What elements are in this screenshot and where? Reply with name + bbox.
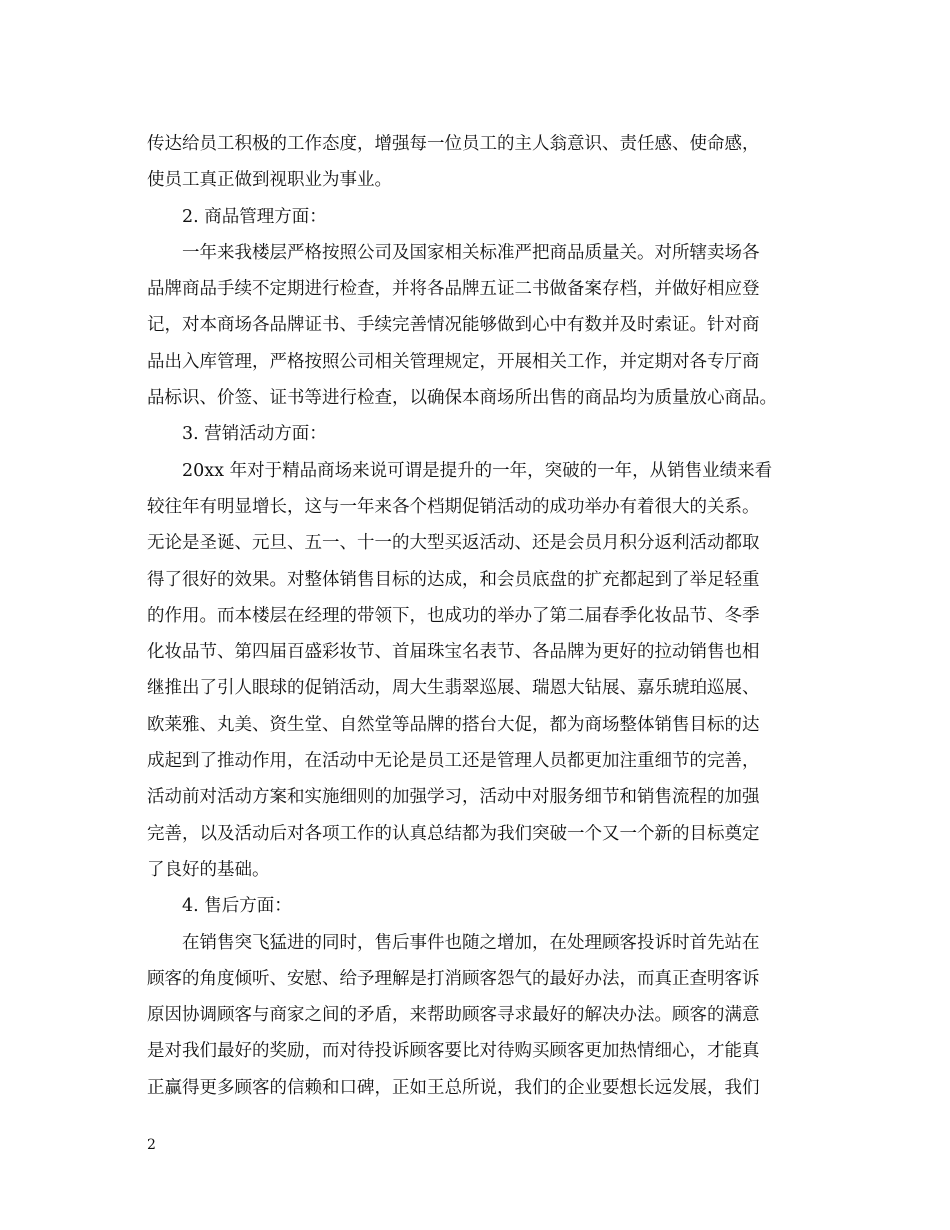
text-line: 品出入库管理，严格按照公司相关管理规定，开展相关工作，并定期对各专厅商 [147, 351, 760, 372]
text-line: 得了很好的效果。对整体销售目标的达成，和会员底盘的扩充都起到了举足轻重 [147, 569, 760, 590]
text-line: 3. 营销活动方面： [182, 424, 327, 445]
text-line: 了良好的基础。 [147, 859, 270, 880]
text-line: 原因协调顾客与商家之间的矛盾，来帮助顾客寻求最好的解决办法。顾客的满意 [147, 1005, 760, 1026]
text-line: 传达给员工积极的工作态度，增强每一位员工的主人翁意识、责任感、使命感， [147, 134, 760, 154]
text-line: 活动前对活动方案和实施细则的加强学习，活动中对服务细节和销售流程的加强 [147, 787, 760, 808]
text-line: 使员工真正做到视职业为事业。 [147, 170, 392, 191]
text-line: 在销售突飞猛进的同时，售后事件也随之增加，在处理顾客投诉时首先站在 [182, 932, 760, 953]
document-body [147, 126, 807, 1106]
text-line: 2. 商品管理方面： [182, 206, 327, 227]
text-line: 4. 售后方面： [182, 896, 292, 917]
text-line: 的作用。而本楼层在经理的带领下，也成功的举办了第二届春季化妆品节、冬季 [147, 605, 760, 626]
text-line: 较往年有明显增长，这与一年来各个档期促销活动的成功举办有着很大的关系。 [147, 496, 760, 517]
text-line: 品标识、价签、证书等进行检查，以确保本商场所出售的商品均为质量放心商品。 [147, 388, 777, 409]
text-line: 欧莱雅、丸美、资生堂、自然堂等品牌的搭台大促，都为商场整体销售目标的达 [147, 714, 760, 735]
text-line: 化妆品节、第四届百盛彩妆节、首届珠宝名表节、各品牌为更好的拉动销售也相 [147, 642, 760, 663]
text-line: 品牌商品手续不定期进行检查，并将各品牌五证二书做备案存档，并做好相应登 [147, 279, 760, 300]
text-line: 记，对本商场各品牌证书、手续完善情况能够做到心中有数并及时索证。针对商 [147, 315, 760, 336]
text-line: 成起到了推动作用，在活动中无论是员工还是管理人员都更加注重细节的完善， [147, 751, 760, 772]
text-line: 顾客的角度倾听、安慰、给予理解是打消顾客怨气的最好办法，而真正查明客诉 [147, 968, 760, 989]
text-line: 是对我们最好的奖励，而对待投诉顾客要比对待购买顾客更加热情细心，才能真 [147, 1041, 760, 1062]
text-line: 完善，以及活动后对各项工作的认真总结都为我们突破一个又一个新的目标奠定 [147, 823, 760, 844]
text-line: 正赢得更多顾客的信赖和口碑，正如王总所说，我们的企业要想长远发展，我们 [147, 1077, 760, 1098]
text-line: 一年来我楼层严格按照公司及国家相关标准严把商品质量关。对所辖卖场各 [182, 242, 760, 263]
text-line: 无论是圣诞、元旦、五一、十一的大型买返活动、还是会员月积分返利活动都取 [147, 533, 760, 554]
text-line: 继推出了引人眼球的促销活动，周大生翡翠巡展、瑞恩大钻展、嘉乐琥珀巡展、 [147, 678, 760, 699]
page-number: 2 [147, 1137, 156, 1153]
text-line: 20xx 年对于精品商场来说可谓是提升的一年，突破的一年，从销售业绩来看 [182, 460, 773, 481]
